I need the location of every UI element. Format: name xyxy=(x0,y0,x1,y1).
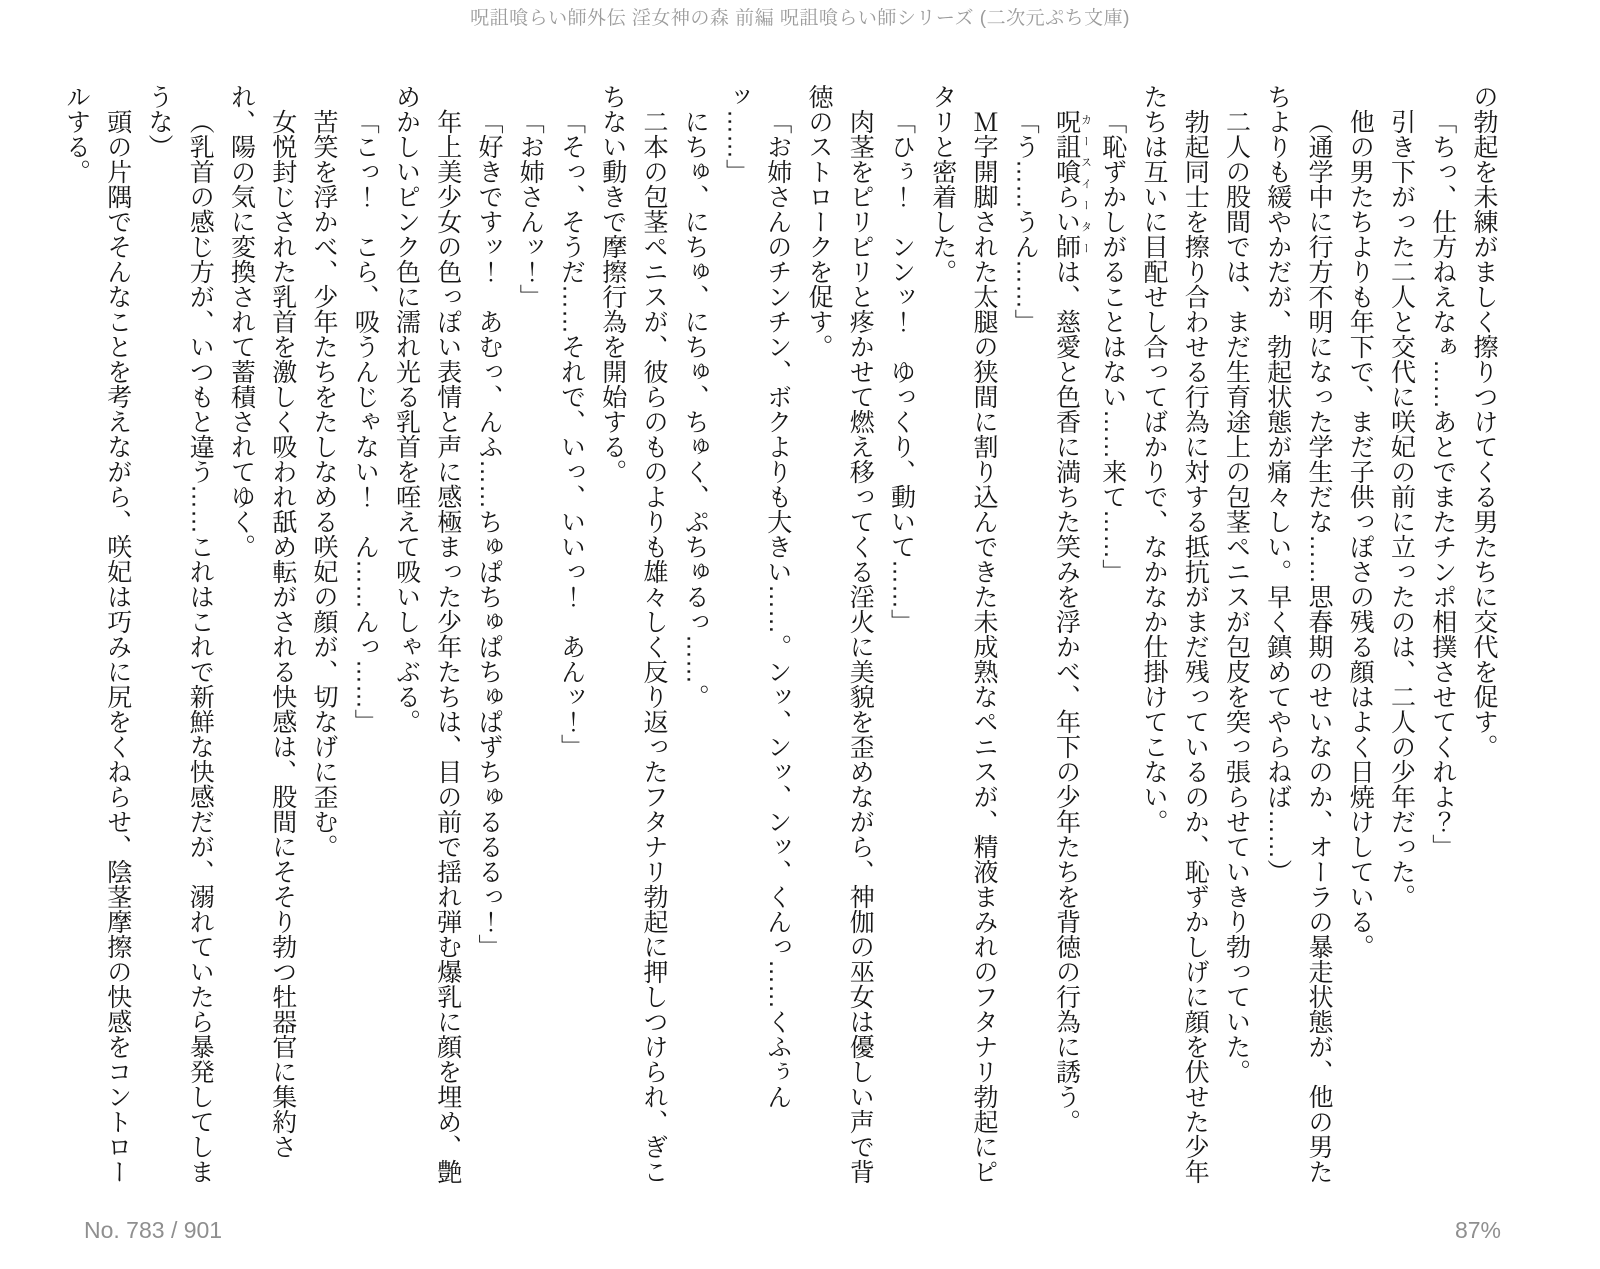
paragraph: Ｍ字開脚された太腿の狭間に割り込んできた未成熟なペニスが、精液まみれのフタナリ勃起にピタリと密着した。 xyxy=(928,84,998,1184)
page-number: No. 783 / 901 xyxy=(84,1217,223,1243)
paragraph: 他の男たちよりも年下で、まだ子供っぽさの残る顔はよく日焼けしている。 xyxy=(1346,109,1375,959)
paragraph: 「こっ！ こら、吸うんじゃない！ ん……んっ……」 xyxy=(351,109,380,734)
paragraph: 「恥ずかしがることはない……来て……」 xyxy=(1098,109,1127,584)
paragraph: 「そっ、そうだ……それで、いっ、いいっ！ あんッ！」 xyxy=(557,109,586,759)
page-text-area xyxy=(55,84,1504,1184)
paragraph: 「ひぅ！ ンンッ！ ゆっくり、動いて……」 xyxy=(887,109,916,634)
paragraph: 肉茎をピリピリと疼かせて燃え移ってくる淫火に美貌を歪めながら、神伽の巫女は優しい声で背徳のストロークを促す。 xyxy=(805,84,875,1184)
paragraph: の勃起を未練がましく擦りつけてくる男たちに交代を促す。 xyxy=(1470,84,1498,759)
paragraph: 頭の片隅でそんなことを考えながら、咲妃は巧みに尻をくねらせ、陰茎摩擦の快感をコントロールする。 xyxy=(62,84,132,1184)
paragraph: 呪詛喰らい師 カースイーターは、慈愛と色香に満ちた笑みを浮かべ、年下の少年たちを背徳の行為に誘う。 xyxy=(1052,109,1092,1134)
paragraph: 「好きですッ！ あむっ、んふ……ちゅぱちゅぱちゅぱずちゅるるるっ！」 xyxy=(475,109,503,959)
paragraph: 「ちっ、仕方ねえなぁ……あとでまたチンポ相撲させてくれよ？」 xyxy=(1428,109,1457,859)
paragraph: （通学中に行方不明になった学生だな……思春期のせいなのか、オーラの暴走状態が、他の男たちよりも緩やかだが、勃起状態が痛々しい。早く鎮めてやらねば……） xyxy=(1263,84,1333,1184)
paragraph: 苦笑を浮かべ、少年たちをたしなめる咲妃の顔が、切なげに歪む。 xyxy=(310,109,338,859)
paragraph: 引き下がった二人と交代に咲妃の前に立ったのは、二人の少年だった。 xyxy=(1387,109,1416,909)
paragraph: 二人の股間では、まだ生育途上の包茎ペニスが包皮を突っ張らせていきり勃っていた。 xyxy=(1222,109,1251,1084)
book-title: 呪詛喰らい師外伝 淫女神の森 前編 呪詛喰らい師シリーズ (二次元ぷち文庫) xyxy=(470,8,1130,29)
paragraph: 「お姉さんッ！」 xyxy=(516,109,545,309)
paragraph: 「う……うん……」 xyxy=(1011,109,1040,334)
progress-percent: 87% xyxy=(1454,1217,1501,1243)
paragraph: にちゅ、にちゅ、にちゅ、ちゅく、ぷちゅるっ……。 xyxy=(681,109,710,709)
paragraph: 女悦封じされた乳首を激しく吸われ舐め転がされる快感は、股間にそそり勃つ牡器官に集約され、陽の気に変換されて蓄積されてゆく。 xyxy=(227,84,297,1159)
ruby-annotation: 呪詛喰らい師 カースイーター xyxy=(1052,109,1092,259)
paragraph: 二本の包茎ペニスが、彼らのものよりも雄々しく反り返ったフタナリ勃起に押しつけられ、ぎこちない動きで摩擦行為を開始する。 xyxy=(598,84,668,1184)
ruby-reading: カースイーター xyxy=(1079,109,1092,259)
paragraph: 年上美少女の色っぽい表情と声に感極まった少年たちは、目の前で揺れ弾む爆乳に顔を埋め、艶めかしいピンク色に濡れ光る乳首を咥えて吸いしゃぶる。 xyxy=(392,84,462,1184)
paragraph: （乳首の感じ方が、いつもと違う……これはこれで新鮮な快感だが、溺れていたら暴発してしまうな） xyxy=(145,84,215,1184)
paragraph: 「お姉さんのチンチン、ボクよりも大きい……。ンッ、ンッ、ンッ、くんっ……くふぅんッ……」 xyxy=(722,84,792,1109)
paragraph: 勃起同士を擦り合わせる行為に対する抵抗がまだ残っているのか、恥ずかしげに顔を伏せた少年たちは互いに目配せし合ってばかりで、なかなか仕掛けてこない。 xyxy=(1140,84,1210,1184)
